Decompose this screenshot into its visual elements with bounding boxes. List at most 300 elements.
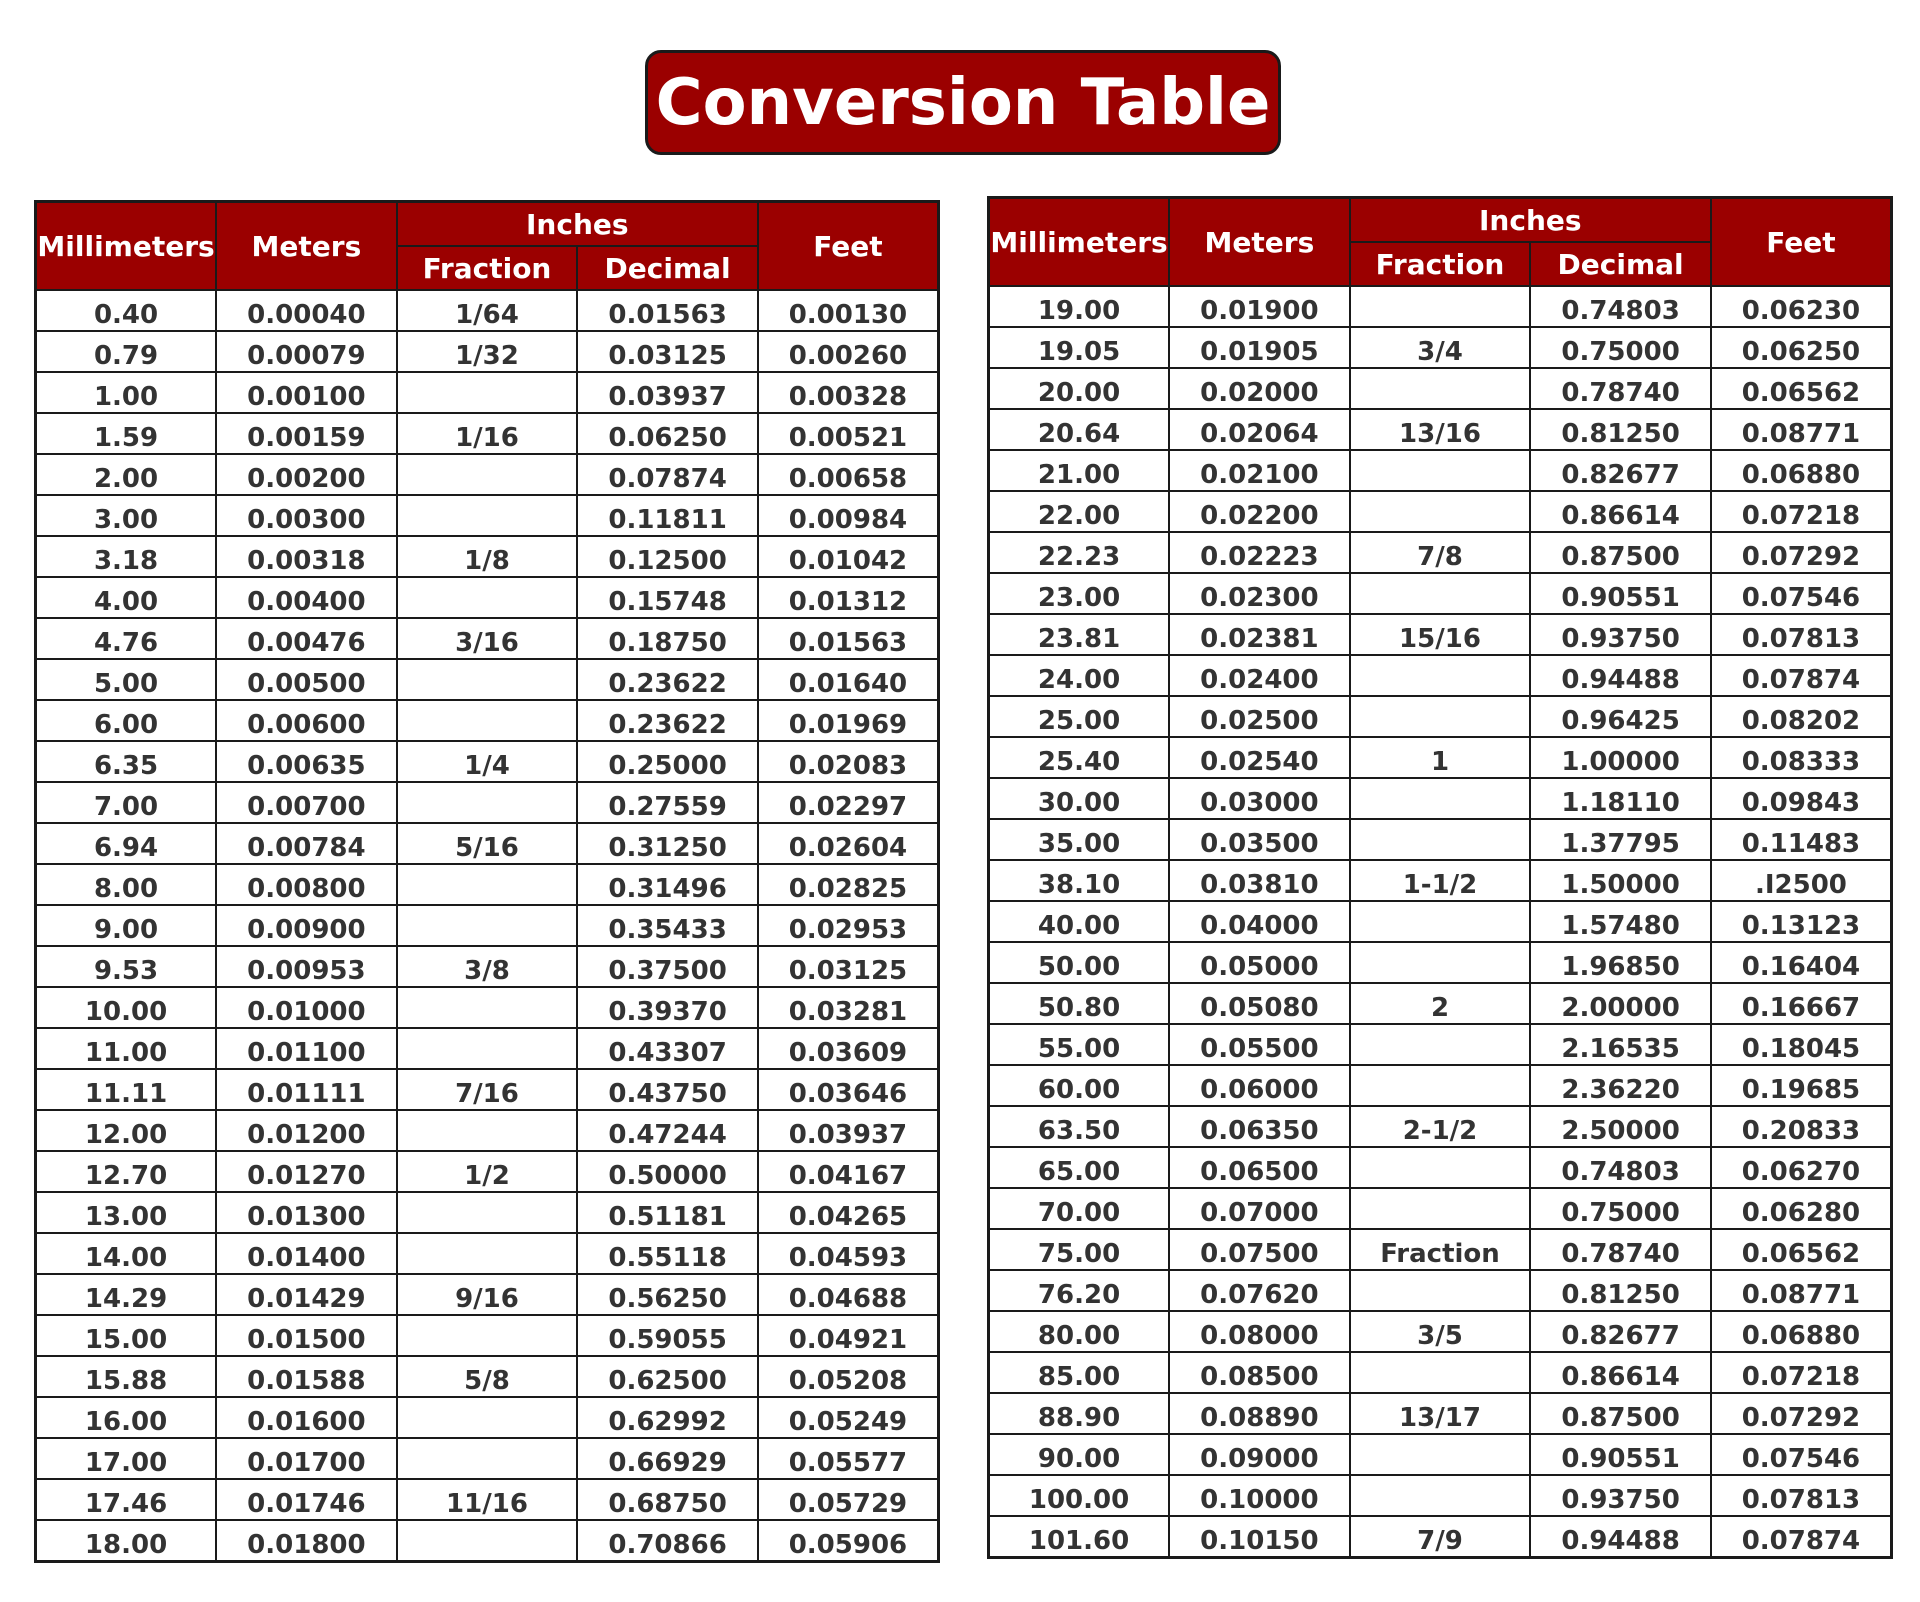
cell-value: 0.08771 xyxy=(1741,1280,1861,1310)
cell-value: 60.00 xyxy=(1037,1075,1121,1105)
cell-value: 30.00 xyxy=(1037,788,1121,818)
cell-value: 3/16 xyxy=(455,628,519,658)
cell-feet xyxy=(758,1069,939,1110)
cell-decimal xyxy=(577,1192,758,1233)
cell-fraction xyxy=(397,823,578,864)
cell-meters xyxy=(216,1028,397,1069)
cell-value: 0.75000 xyxy=(1561,337,1680,367)
cell-value: 0.01042 xyxy=(788,546,908,576)
cell-decimal xyxy=(577,659,758,700)
header-inches: Inches xyxy=(1350,198,1711,243)
cell-value: 1/2 xyxy=(464,1161,510,1191)
cell-value: 0.04000 xyxy=(1200,911,1319,941)
cell-fraction xyxy=(397,1069,578,1110)
cell-meters xyxy=(1169,1352,1350,1393)
cell-value: 3/5 xyxy=(1417,1321,1463,1351)
cell-value: 0.06280 xyxy=(1741,1198,1861,1228)
cell-value: 0.02223 xyxy=(1200,542,1319,572)
cell-value: 0.00635 xyxy=(247,751,366,781)
cell-feet xyxy=(758,700,939,741)
cell-decimal xyxy=(577,1315,758,1356)
cell-value: .I2500 xyxy=(1754,870,1847,900)
cell-value: 0.06500 xyxy=(1200,1157,1319,1187)
cell-value: 0.02100 xyxy=(1200,460,1319,490)
cell-value: 0.03937 xyxy=(788,1120,908,1150)
cell-value: 3.00 xyxy=(93,505,159,535)
cell-value: 0.00900 xyxy=(247,915,366,945)
cell-fraction xyxy=(1350,1393,1531,1434)
table-row xyxy=(989,1475,1892,1516)
cell-feet xyxy=(758,1315,939,1356)
cell-value: 2 xyxy=(1430,993,1450,1023)
cell-value: 0.04593 xyxy=(788,1243,908,1273)
cell-value: 55.00 xyxy=(1037,1034,1121,1064)
table-row xyxy=(36,1192,939,1233)
cell-feet xyxy=(758,495,939,536)
cell-meters xyxy=(216,1233,397,1274)
cell-meters xyxy=(216,331,397,372)
cell-value: 0.00984 xyxy=(788,505,908,535)
cell-feet xyxy=(1711,368,1892,409)
cell-meters xyxy=(1169,450,1350,491)
table-row xyxy=(36,536,939,577)
cell-value: 25.40 xyxy=(1037,747,1121,777)
cell-value: 0.55118 xyxy=(608,1243,727,1273)
cell-value: 0.82677 xyxy=(1561,460,1680,490)
cell-millimeters xyxy=(36,1274,217,1315)
cell-decimal xyxy=(1530,655,1711,696)
cell-millimeters xyxy=(989,1188,1170,1229)
cell-feet xyxy=(1711,1024,1892,1065)
cell-value: 6.00 xyxy=(93,710,159,740)
cell-value: 6.94 xyxy=(93,833,159,863)
cell-value: 0.18045 xyxy=(1741,1034,1861,1064)
cell-value: 0.00100 xyxy=(247,382,366,412)
cell-value: 0.00400 xyxy=(247,587,366,617)
cell-decimal xyxy=(1530,901,1711,942)
cell-fraction xyxy=(1350,450,1531,491)
cell-value: 0.07546 xyxy=(1741,583,1861,613)
table-row xyxy=(36,1110,939,1151)
cell-value: 0.07218 xyxy=(1741,1362,1861,1392)
cell-fraction xyxy=(1350,1352,1531,1393)
table-row xyxy=(36,1028,939,1069)
table-row xyxy=(989,819,1892,860)
cell-value: 12.70 xyxy=(84,1161,168,1191)
cell-value: 15.88 xyxy=(84,1366,168,1396)
table-row xyxy=(989,1311,1892,1352)
cell-decimal xyxy=(577,1028,758,1069)
cell-feet xyxy=(1711,1270,1892,1311)
cell-feet xyxy=(758,1356,939,1397)
cell-value: 0.07292 xyxy=(1741,542,1861,572)
cell-decimal xyxy=(1530,1393,1711,1434)
conversion-table-right xyxy=(987,196,1893,1559)
cell-meters xyxy=(1169,286,1350,327)
cell-millimeters xyxy=(36,946,217,987)
table-row xyxy=(989,983,1892,1024)
cell-feet xyxy=(758,454,939,495)
cell-value: 0.03125 xyxy=(608,341,727,371)
cell-millimeters xyxy=(989,1434,1170,1475)
cell-millimeters xyxy=(36,823,217,864)
cell-decimal xyxy=(1530,942,1711,983)
cell-decimal xyxy=(1530,614,1711,655)
cell-fraction xyxy=(397,905,578,946)
cell-millimeters xyxy=(989,286,1170,327)
cell-value: 2.00000 xyxy=(1561,993,1680,1023)
cell-decimal xyxy=(577,987,758,1028)
table-row xyxy=(989,1106,1892,1147)
cell-decimal xyxy=(577,577,758,618)
cell-value: 0.00600 xyxy=(247,710,366,740)
cell-meters xyxy=(216,659,397,700)
cell-decimal xyxy=(1530,1065,1711,1106)
cell-feet xyxy=(1711,450,1892,491)
cell-value: 70.00 xyxy=(1037,1198,1121,1228)
cell-decimal xyxy=(577,1069,758,1110)
cell-value: 1.50000 xyxy=(1561,870,1680,900)
cell-value: 0.12500 xyxy=(608,546,727,576)
cell-value: 0.07813 xyxy=(1741,1485,1861,1515)
table-row xyxy=(989,450,1892,491)
cell-fraction xyxy=(397,741,578,782)
cell-decimal xyxy=(1530,532,1711,573)
cell-value: 0.78740 xyxy=(1561,1239,1680,1269)
header-inches: Inches xyxy=(397,202,758,247)
cell-fraction xyxy=(397,372,578,413)
cell-fraction xyxy=(397,946,578,987)
cell-feet xyxy=(758,864,939,905)
cell-value: 1.00000 xyxy=(1561,747,1680,777)
cell-value: 0.04688 xyxy=(788,1284,908,1314)
header-meters: Meters xyxy=(1169,198,1350,287)
cell-fraction xyxy=(1350,860,1531,901)
header-fraction: Fraction xyxy=(397,246,578,290)
table-row xyxy=(36,1151,939,1192)
cell-feet xyxy=(1711,696,1892,737)
cell-decimal xyxy=(1530,778,1711,819)
cell-value: 0.03609 xyxy=(788,1038,908,1068)
cell-fraction xyxy=(1350,1270,1531,1311)
cell-feet xyxy=(758,413,939,454)
table-row xyxy=(989,1434,1892,1475)
cell-value: 85.00 xyxy=(1037,1362,1121,1392)
cell-value: 0.06250 xyxy=(1741,337,1861,367)
cell-value: 9.00 xyxy=(93,915,159,945)
cell-meters xyxy=(216,823,397,864)
cell-millimeters xyxy=(989,368,1170,409)
cell-feet xyxy=(1711,1147,1892,1188)
cell-fraction xyxy=(397,782,578,823)
cell-meters xyxy=(216,1438,397,1479)
cell-value: 0.01640 xyxy=(788,669,908,699)
cell-value: 101.60 xyxy=(1028,1526,1130,1556)
cell-feet xyxy=(1711,901,1892,942)
cell-value: 0.00040 xyxy=(247,300,366,330)
table-row xyxy=(36,1356,939,1397)
cell-value: 1/8 xyxy=(464,546,510,576)
table-row xyxy=(989,532,1892,573)
cell-value: 0.43307 xyxy=(608,1038,727,1068)
cell-decimal xyxy=(577,1233,758,1274)
cell-fraction xyxy=(1350,819,1531,860)
cell-meters xyxy=(1169,614,1350,655)
cell-value: 0.08333 xyxy=(1741,747,1861,777)
cell-millimeters xyxy=(36,1110,217,1151)
cell-meters xyxy=(1169,860,1350,901)
cell-decimal xyxy=(577,741,758,782)
cell-value: 0.51181 xyxy=(608,1202,727,1232)
cell-fraction xyxy=(1350,1475,1531,1516)
cell-value: 88.90 xyxy=(1037,1403,1121,1433)
cell-feet xyxy=(758,1274,939,1315)
cell-millimeters xyxy=(989,1516,1170,1558)
cell-value: 0.07813 xyxy=(1741,624,1861,654)
cell-value: 1.57480 xyxy=(1561,911,1680,941)
cell-value: 16.00 xyxy=(84,1407,168,1437)
table-row xyxy=(989,1393,1892,1434)
cell-decimal xyxy=(1530,1147,1711,1188)
cell-decimal xyxy=(577,864,758,905)
table-row xyxy=(989,1188,1892,1229)
cell-fraction xyxy=(397,1028,578,1069)
cell-value: 0.01000 xyxy=(247,997,366,1027)
cell-value: 0.01111 xyxy=(247,1079,366,1109)
cell-fraction xyxy=(397,659,578,700)
cell-value: 7/8 xyxy=(1417,542,1463,572)
cell-fraction xyxy=(397,1356,578,1397)
cell-meters xyxy=(1169,1106,1350,1147)
cell-value: 0.02300 xyxy=(1200,583,1319,613)
cell-feet xyxy=(758,1110,939,1151)
table-row xyxy=(989,1024,1892,1065)
cell-fraction xyxy=(1350,901,1531,942)
cell-decimal xyxy=(577,1397,758,1438)
cell-value: 19.00 xyxy=(1037,296,1121,326)
cell-millimeters xyxy=(36,987,217,1028)
table-row xyxy=(36,495,939,536)
cell-value: 0.18750 xyxy=(608,628,727,658)
cell-millimeters xyxy=(989,450,1170,491)
cell-meters xyxy=(1169,983,1350,1024)
cell-feet xyxy=(758,1028,939,1069)
cell-value: 4.00 xyxy=(93,587,159,617)
cell-feet xyxy=(758,1479,939,1520)
cell-value: 0.08890 xyxy=(1200,1403,1319,1433)
cell-feet xyxy=(758,905,939,946)
header-fraction: Fraction xyxy=(1350,242,1531,286)
cell-value: 0.02400 xyxy=(1200,665,1319,695)
cell-value: 0.08202 xyxy=(1741,706,1861,736)
cell-feet xyxy=(758,1438,939,1479)
cell-feet xyxy=(1711,983,1892,1024)
cell-value: 0.62992 xyxy=(608,1407,727,1437)
cell-millimeters xyxy=(36,1233,217,1274)
cell-value: 0.02083 xyxy=(788,751,908,781)
cell-decimal xyxy=(1530,819,1711,860)
cell-fraction xyxy=(1350,573,1531,614)
cell-decimal xyxy=(577,823,758,864)
cell-value: 0.66929 xyxy=(608,1448,727,1478)
cell-value: 0.02000 xyxy=(1200,378,1319,408)
cell-fraction xyxy=(1350,1516,1531,1558)
cell-value: 40.00 xyxy=(1037,911,1121,941)
table-row xyxy=(989,1065,1892,1106)
cell-meters xyxy=(1169,1270,1350,1311)
cell-value: 3.18 xyxy=(93,546,159,576)
cell-value: 0.07500 xyxy=(1200,1239,1319,1269)
cell-value: 0.02381 xyxy=(1200,624,1319,654)
cell-millimeters xyxy=(36,1028,217,1069)
cell-value: 9/16 xyxy=(455,1284,519,1314)
cell-millimeters xyxy=(989,327,1170,368)
cell-fraction xyxy=(1350,409,1531,450)
table-row xyxy=(36,659,939,700)
cell-meters xyxy=(1169,942,1350,983)
table-row xyxy=(36,946,939,987)
cell-value: 10.00 xyxy=(84,997,168,1027)
cell-value: 0.01900 xyxy=(1200,296,1319,326)
cell-millimeters xyxy=(989,860,1170,901)
cell-value: 25.00 xyxy=(1037,706,1121,736)
cell-value: 50.00 xyxy=(1037,952,1121,982)
table-row xyxy=(989,327,1892,368)
cell-value: 0.87500 xyxy=(1561,1403,1680,1433)
cell-value: 0.01600 xyxy=(247,1407,366,1437)
cell-decimal xyxy=(577,1479,758,1520)
cell-fraction xyxy=(397,1520,578,1562)
cell-meters xyxy=(216,700,397,741)
cell-decimal xyxy=(1530,696,1711,737)
cell-value: 0.01563 xyxy=(788,628,908,658)
cell-feet xyxy=(1711,1311,1892,1352)
cell-decimal xyxy=(1530,368,1711,409)
cell-decimal xyxy=(1530,1270,1711,1311)
cell-millimeters xyxy=(36,290,217,331)
cell-decimal xyxy=(577,782,758,823)
cell-value: 1.96850 xyxy=(1561,952,1680,982)
cell-feet xyxy=(1711,1352,1892,1393)
cell-value: 5.00 xyxy=(93,669,159,699)
cell-value: 0.74803 xyxy=(1561,296,1680,326)
cell-value: 1/4 xyxy=(464,751,510,781)
cell-feet xyxy=(1711,1229,1892,1270)
cell-value: 50.80 xyxy=(1037,993,1121,1023)
cell-value: 0.31250 xyxy=(608,833,727,863)
cell-millimeters xyxy=(36,536,217,577)
cell-decimal xyxy=(577,700,758,741)
cell-meters xyxy=(1169,1188,1350,1229)
cell-value: 0.68750 xyxy=(608,1489,727,1519)
table-row xyxy=(989,778,1892,819)
cell-value: 22.23 xyxy=(1037,542,1121,572)
cell-value: 0.93750 xyxy=(1561,1485,1680,1515)
cell-value: 0.70866 xyxy=(608,1530,727,1560)
cell-value: 0.00260 xyxy=(788,341,908,371)
cell-value: 20.00 xyxy=(1037,378,1121,408)
cell-decimal xyxy=(577,290,758,331)
cell-value: 76.20 xyxy=(1037,1280,1121,1310)
cell-value: 23.00 xyxy=(1037,583,1121,613)
cell-value: 0.07218 xyxy=(1741,501,1861,531)
cell-feet xyxy=(1711,1475,1892,1516)
cell-value: 1/16 xyxy=(455,423,519,453)
cell-millimeters xyxy=(989,1106,1170,1147)
cell-feet xyxy=(758,741,939,782)
cell-value: 75.00 xyxy=(1037,1239,1121,1269)
cell-millimeters xyxy=(989,901,1170,942)
cell-meters xyxy=(1169,1475,1350,1516)
cell-fraction xyxy=(397,536,578,577)
table-row xyxy=(36,741,939,782)
cell-meters xyxy=(1169,1024,1350,1065)
cell-value: 0.06000 xyxy=(1200,1075,1319,1105)
cell-meters xyxy=(216,372,397,413)
table-row xyxy=(989,696,1892,737)
cell-value: Fraction xyxy=(1380,1239,1500,1269)
cell-value: 0.23622 xyxy=(608,669,727,699)
cell-value: 0.08000 xyxy=(1200,1321,1319,1351)
cell-value: 0.00300 xyxy=(247,505,366,535)
cell-value: 1/32 xyxy=(455,341,519,371)
table-body-right xyxy=(989,286,1892,1558)
cell-value: 0.78740 xyxy=(1561,378,1680,408)
cell-value: 0.90551 xyxy=(1561,1444,1680,1474)
cell-value: 17.00 xyxy=(84,1448,168,1478)
cell-meters xyxy=(1169,737,1350,778)
cell-fraction xyxy=(1350,286,1531,327)
table-row xyxy=(36,1397,939,1438)
cell-value: 0.27559 xyxy=(608,792,727,822)
cell-feet xyxy=(758,290,939,331)
cell-meters xyxy=(216,454,397,495)
cell-millimeters xyxy=(36,495,217,536)
table-row xyxy=(36,700,939,741)
cell-decimal xyxy=(1530,1475,1711,1516)
cell-fraction xyxy=(1350,737,1531,778)
table-row xyxy=(989,1352,1892,1393)
cell-millimeters xyxy=(989,1270,1170,1311)
cell-value: 0.04265 xyxy=(788,1202,908,1232)
cell-millimeters xyxy=(36,1192,217,1233)
cell-value: 0.01100 xyxy=(247,1038,366,1068)
table-row xyxy=(36,413,939,454)
header-feet: Feet xyxy=(1711,198,1892,287)
cell-feet xyxy=(758,782,939,823)
cell-value: 17.46 xyxy=(84,1489,168,1519)
cell-value: 0.02064 xyxy=(1200,419,1319,449)
cell-value: 100.00 xyxy=(1028,1485,1130,1515)
cell-feet xyxy=(758,577,939,618)
table-row xyxy=(989,860,1892,901)
cell-value: 0.39370 xyxy=(608,997,727,1027)
cell-value: 0.02540 xyxy=(1200,747,1319,777)
cell-meters xyxy=(1169,1229,1350,1270)
cell-value: 0.31496 xyxy=(608,874,727,904)
cell-value: 1-1/2 xyxy=(1402,870,1478,900)
table-row xyxy=(36,290,939,331)
cell-value: 0.10000 xyxy=(1200,1485,1319,1515)
cell-meters xyxy=(216,1069,397,1110)
cell-meters xyxy=(1169,696,1350,737)
cell-decimal xyxy=(577,1151,758,1192)
cell-meters xyxy=(216,864,397,905)
table-row xyxy=(989,286,1892,327)
cell-fraction xyxy=(397,1151,578,1192)
cell-value: 0.03937 xyxy=(608,382,727,412)
cell-value: 0.20833 xyxy=(1741,1116,1861,1146)
